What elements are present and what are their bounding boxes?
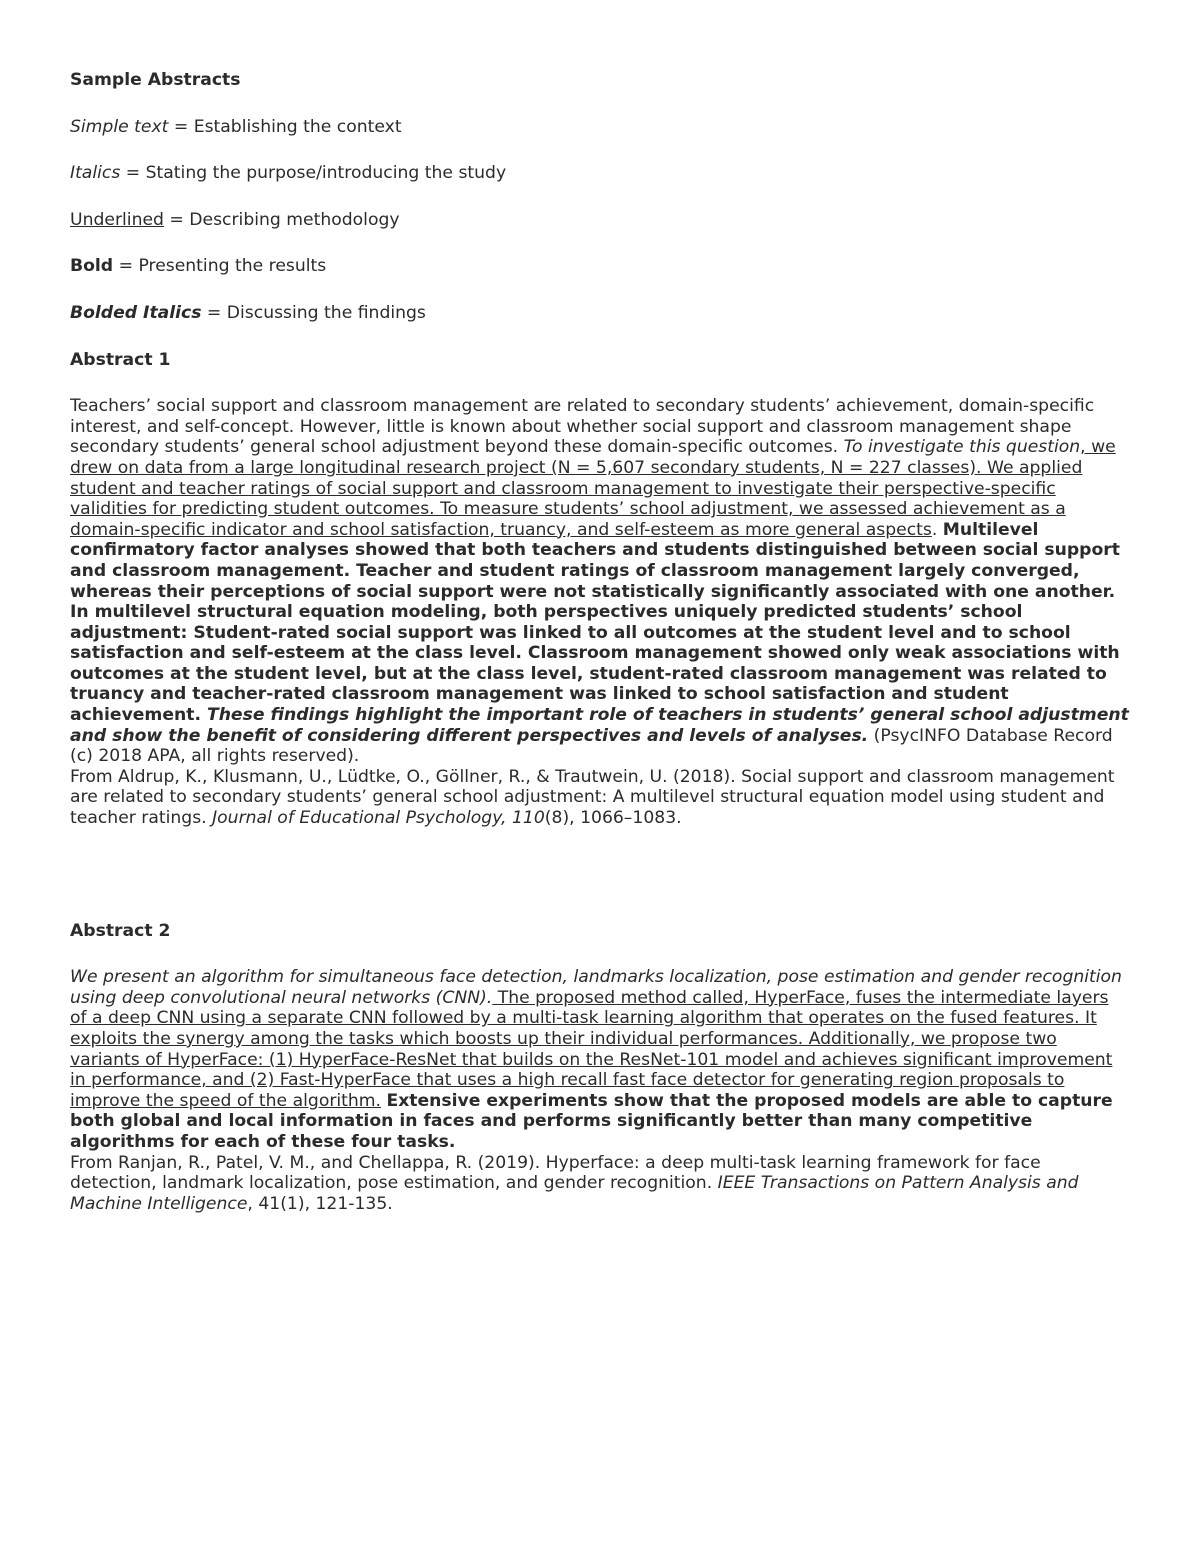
legend-separator: =: [120, 163, 146, 184]
legend-description: Establishing the context: [193, 116, 402, 137]
abstract-2-citation: [70, 1153, 1130, 1215]
legend-term: Underlined: [70, 209, 164, 230]
legend-term: Simple text: [70, 116, 169, 137]
section-spacer: [70, 829, 1130, 921]
legend-item-underline: [70, 210, 1130, 231]
citation-journal: IEEE Transactions on Pattern Analysis and Machine Intelligence: [70, 1173, 1079, 1214]
abstract-1-heading: Abstract 1: [70, 349, 171, 370]
legend-description: Discussing the findings: [226, 302, 426, 323]
legend-separator: =: [201, 302, 227, 323]
legend-term: Bolded Italics: [70, 302, 202, 323]
abstract-2-methodology: The proposed method called, HyperFace, fuses the intermediate layers of a deep CNN using a separate CNN followed by a multi-task learning algorithm that operates on the fused features. It exploits the synergy among the tasks which boosts up their individual performances. Additionally, we propose two variants of HyperFace: (1) HyperFace-ResNet that builds on the ResNet-101 model and achieves significant improvement in performance, and (2) Fast-HyperFace that uses a high recall fast face detector for generating region proposals to improve the speed of the algorithm.: [70, 987, 1113, 1111]
legend-item-italic: [70, 163, 1130, 184]
legend-term: Bold: [70, 256, 114, 277]
citation-suffix: , 41(1), 121-135.: [247, 1193, 393, 1214]
citation-journal: Journal of Educational Psychology, 110: [212, 808, 545, 829]
abstract-1-methodology: , we drew on data from a large longitudinal research project (N = 5,607 secondary students, N = 227 classes). We applied student and teacher ratings of social support and classroom management to investigate their perspective-specific validities for predicting student outcomes. To measure students’ school adjustment, we assessed achievement as a domain-specific indicator and school satisfaction, truancy, and self-esteem as more general aspects: [70, 437, 1116, 540]
abstract-1-context: Teachers’ social support and classroom management are related to secondary students’ achievement, domain-specific interest, and self-concept. However, little is known about whether social support and classroom management shape secondary students’ general school adjustment beyond these domain-specific outcomes.: [70, 396, 1095, 458]
abstract-1-citation: [70, 767, 1130, 829]
legend-term: Italics: [70, 163, 121, 184]
legend-description: Stating the purpose/introducing the study: [145, 163, 507, 184]
abstract-2-body: [70, 967, 1130, 1152]
legend-separator: =: [113, 256, 139, 277]
legend-description: Presenting the results: [138, 256, 327, 277]
legend-item-bold: [70, 256, 1130, 277]
abstract-1-purpose: To investigate this question: [843, 437, 1081, 458]
document-title: Sample Abstracts: [70, 70, 241, 90]
abstract-1-discussion: These findings highlight the important role of teachers in students’ general school adjustment and show the benefit of considering different perspectives and levels of analyses.: [70, 705, 1129, 746]
style-legend: [70, 117, 1130, 324]
abstract-2-results: Extensive experiments show that the proposed models are able to capture both global and local information in faces and performs significantly better than many competitive algorithms for each of these four tasks.: [70, 1090, 1113, 1152]
legend-separator: =: [168, 116, 194, 137]
legend-item-simple: [70, 117, 1130, 138]
citation-text: From Aldrup, K., Klusmann, U., Lüdtke, O., Göllner, R., & Trautwein, U. (2018). Social support and classroom management are related to secondary students’ general school adjustment: A multilevel structural equation model using student and teacher ratings.: [70, 766, 1115, 829]
legend-description: Describing methodology: [189, 209, 400, 230]
abstract-2-heading: Abstract 2: [70, 920, 171, 941]
abstract-1-body: [70, 396, 1130, 767]
abstract-1-copyright: (PsycINFO Database Record (c) 2018 APA, all rights reserved).: [70, 725, 1113, 767]
citation-text: From Ranjan, R., Patel, V. M., and Chellappa, R. (2019). Hyperface: a deep multi-task learning framework for face detection, landmark localization, pose estimation, and gender recognition.: [70, 1152, 1041, 1194]
legend-item-bold-italic: [70, 303, 1130, 324]
abstract-1-results: Multilevel confirmatory factor analyses showed that both teachers and students distinguished between social support and classroom management. Teacher and student ratings of classroom management largely converged, whereas their perceptions of social support were not statistically significantly associated with one another. In multilevel structural equation modeling, both perspectives uniquely predicted students’ school adjustment: Student-rated social support was linked to all outcomes at the student level and to school satisfaction and self-esteem at the class level. Classroom management showed only weak associations with outcomes at the student level, but at the class level, student-rated classroom management was related to truancy and teacher-rated classroom management was linked to school satisfaction and student achievement.: [70, 519, 1120, 726]
abstract-1-period: .: [931, 519, 943, 540]
abstract-2-purpose: We present an algorithm for simultaneous face detection, landmarks localization, pose estimation and gender recognition using deep convolutional neural networks (CNN).: [70, 967, 1122, 1008]
document-page: [70, 70, 1130, 1214]
citation-suffix: (8), 1066–1083.: [544, 808, 682, 829]
legend-separator: =: [163, 209, 190, 230]
